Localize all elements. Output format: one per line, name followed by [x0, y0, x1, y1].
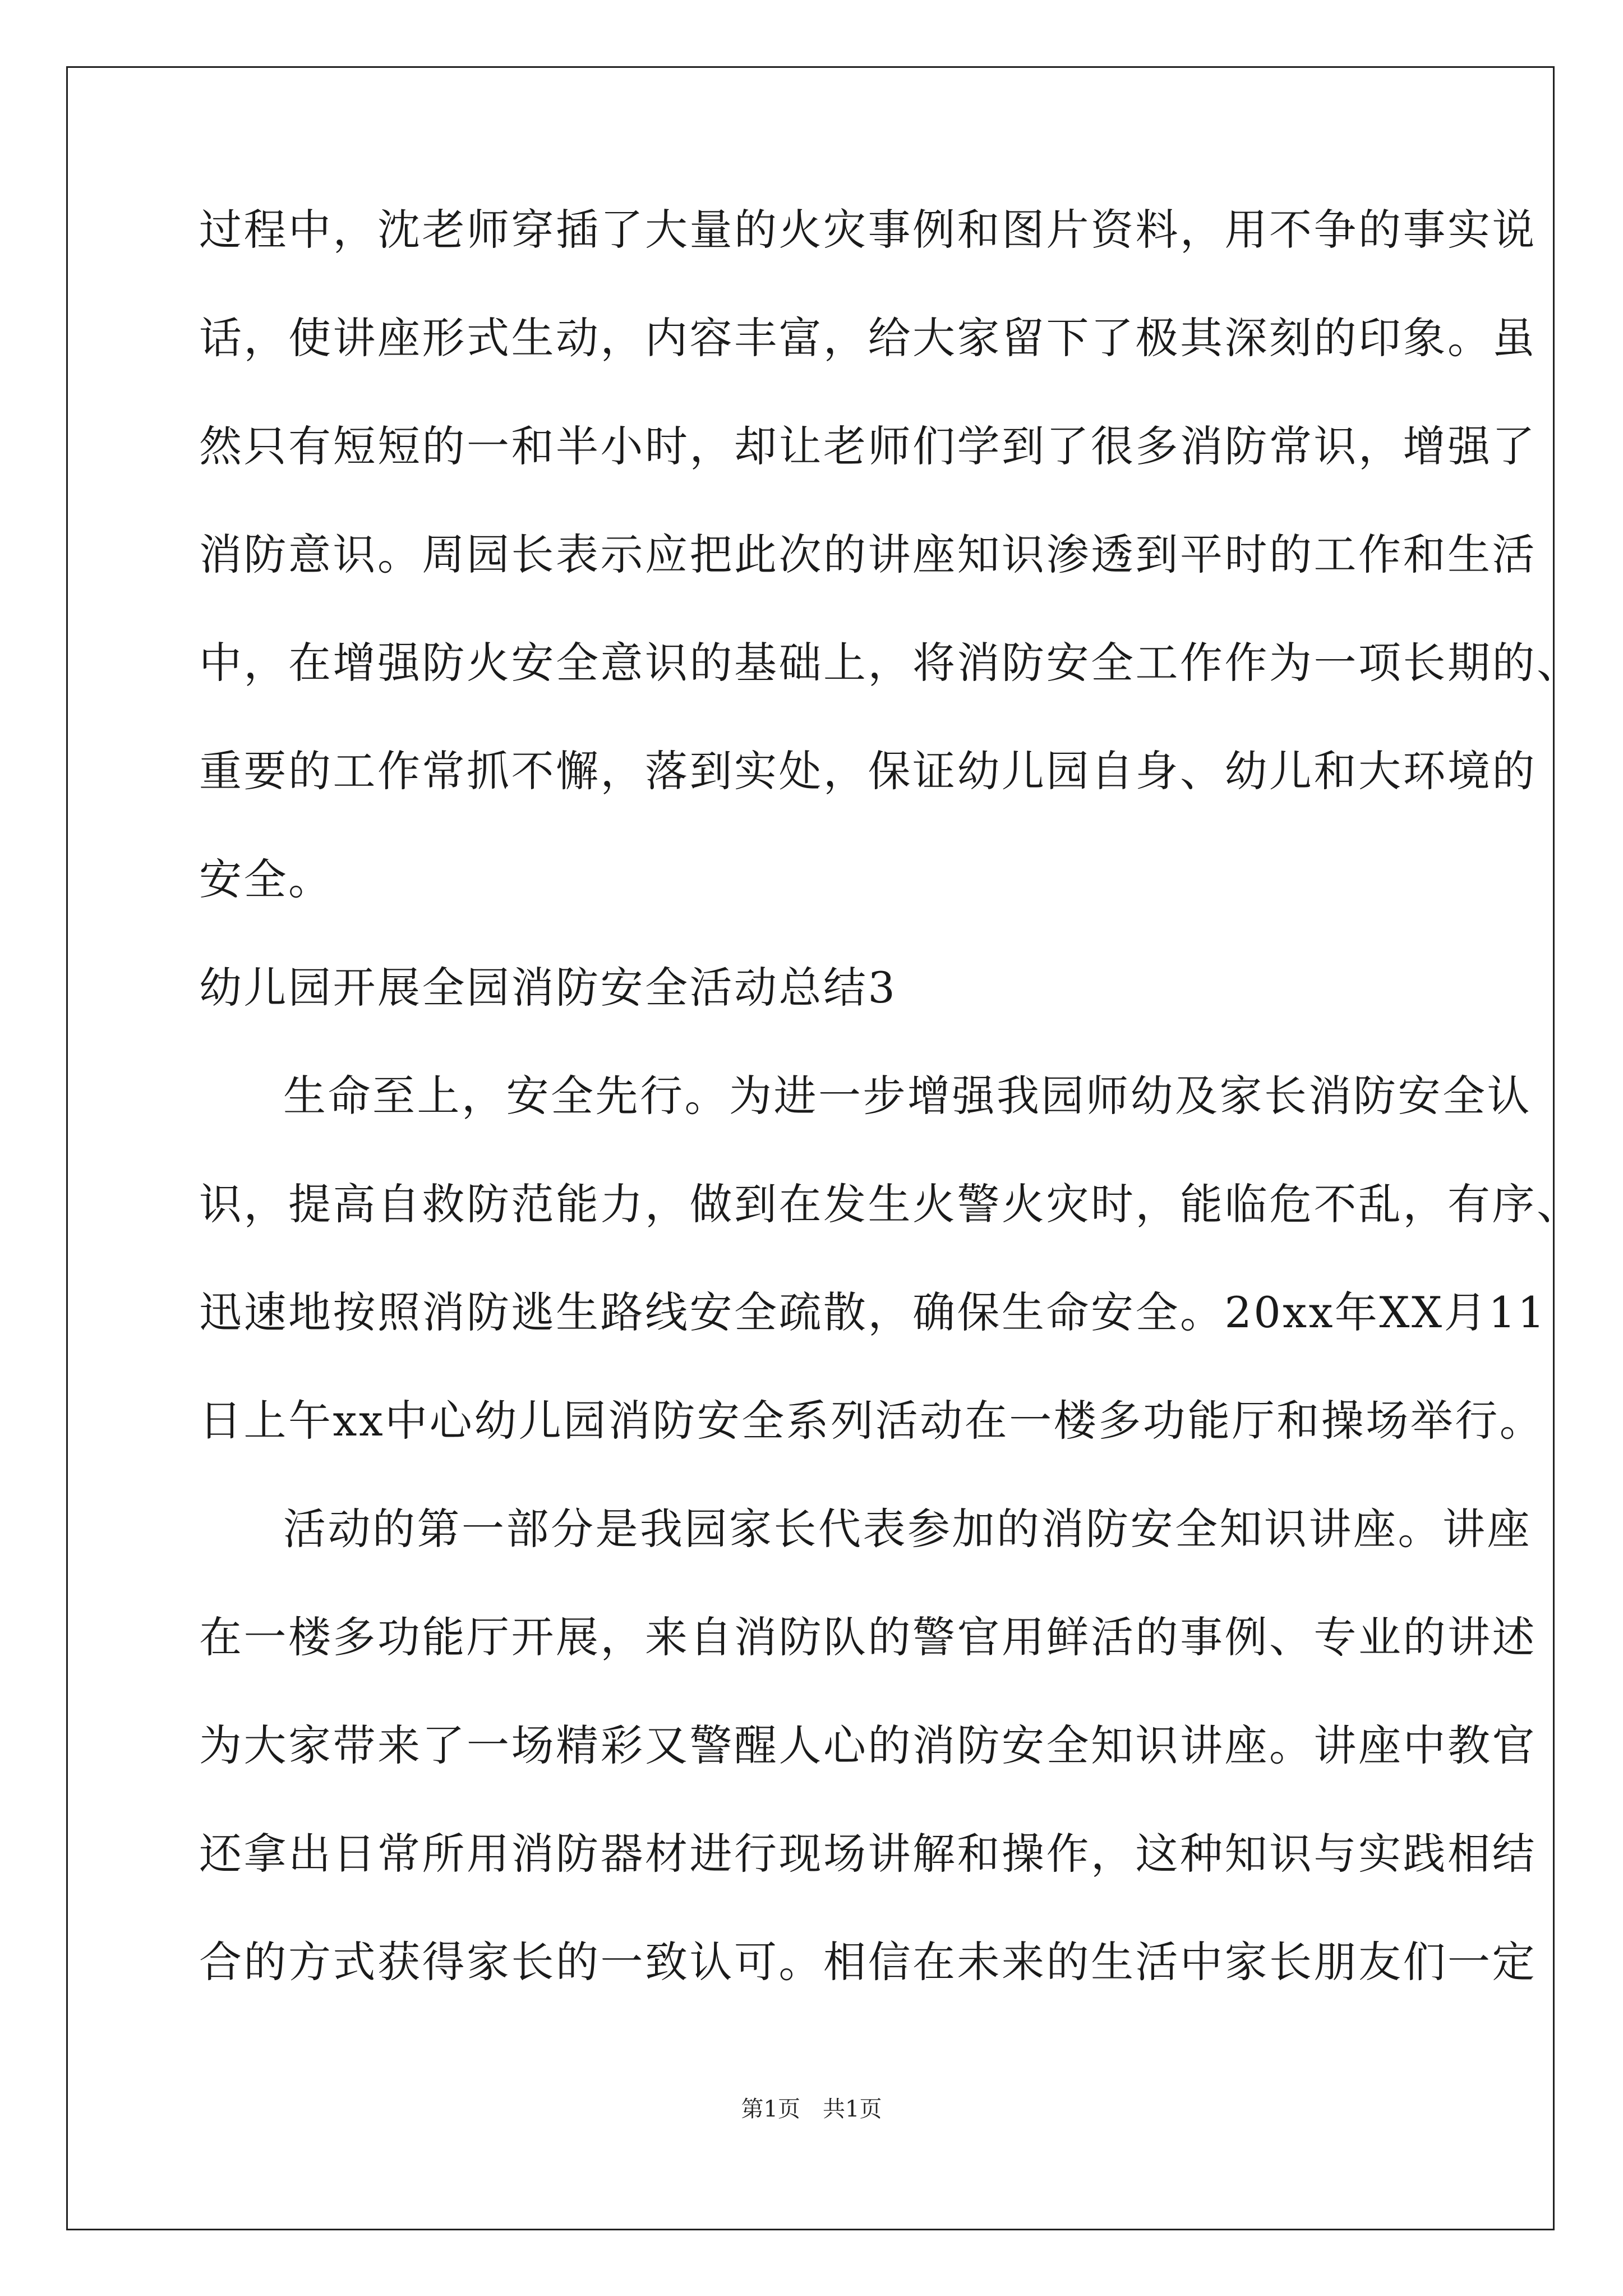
- text-line: 识，提高自救防范能力，做到在发生火警火灾时，能临危不乱，有序、: [199, 1179, 1581, 1229]
- text-line: 为大家带来了一场精彩又警醒人心的消防安全知识讲座。讲座中教官: [199, 1720, 1537, 1770]
- text-line: 日上午xx中心幼儿园消防安全系列活动在一楼多功能厅和操场举行。: [199, 1396, 1544, 1446]
- text-line: 迅速地按照消防逃生路线安全疏散，确保生命安全。20xx年XX月11: [199, 1287, 1547, 1337]
- text-line: 安全。: [199, 854, 333, 904]
- text-line: 在一楼多功能厅开展，来自消防队的警官用鲜活的事例、专业的讲述: [199, 1612, 1537, 1662]
- text-line: 然只有短短的一和半小时，却让老师们学到了很多消防常识，增强了: [199, 421, 1537, 471]
- text-line: 合的方式获得家长的一致认可。相信在未来的生活中家长朋友们一定: [199, 1937, 1537, 1987]
- text-line: 消防意识。周园长表示应把此次的讲座知识渗透到平时的工作和生活: [199, 530, 1537, 579]
- text-line: 还拿出日常所用消防器材进行现场讲解和操作，这种知识与实践相结: [199, 1829, 1537, 1879]
- text-line: 活动的第一部分是我园家长代表参加的消防安全知识讲座。讲座: [283, 1504, 1532, 1554]
- text-line: 重要的工作常抓不懈，落到实处，保证幼儿园自身、幼儿和大环境的: [199, 746, 1537, 796]
- page-number-footer: 第1页 共1页: [741, 2096, 882, 2122]
- document-body: [199, 205, 1581, 2049]
- text-line: 中，在增强防火安全意识的基础上，将消防安全工作作为一项长期的、: [199, 638, 1581, 688]
- text-line: 过程中，沈老师穿插了大量的火灾事例和图片资料，用不争的事实说: [199, 205, 1537, 255]
- section-heading: 幼儿园开展全园消防安全活动总结3: [199, 963, 897, 1013]
- text-line: 话，使讲座形式生动，内容丰富，给大家留下了极其深刻的印象。虽: [199, 313, 1537, 363]
- text-line: 生命至上，安全先行。为进一步增强我园师幼及家长消防安全认: [283, 1071, 1532, 1121]
